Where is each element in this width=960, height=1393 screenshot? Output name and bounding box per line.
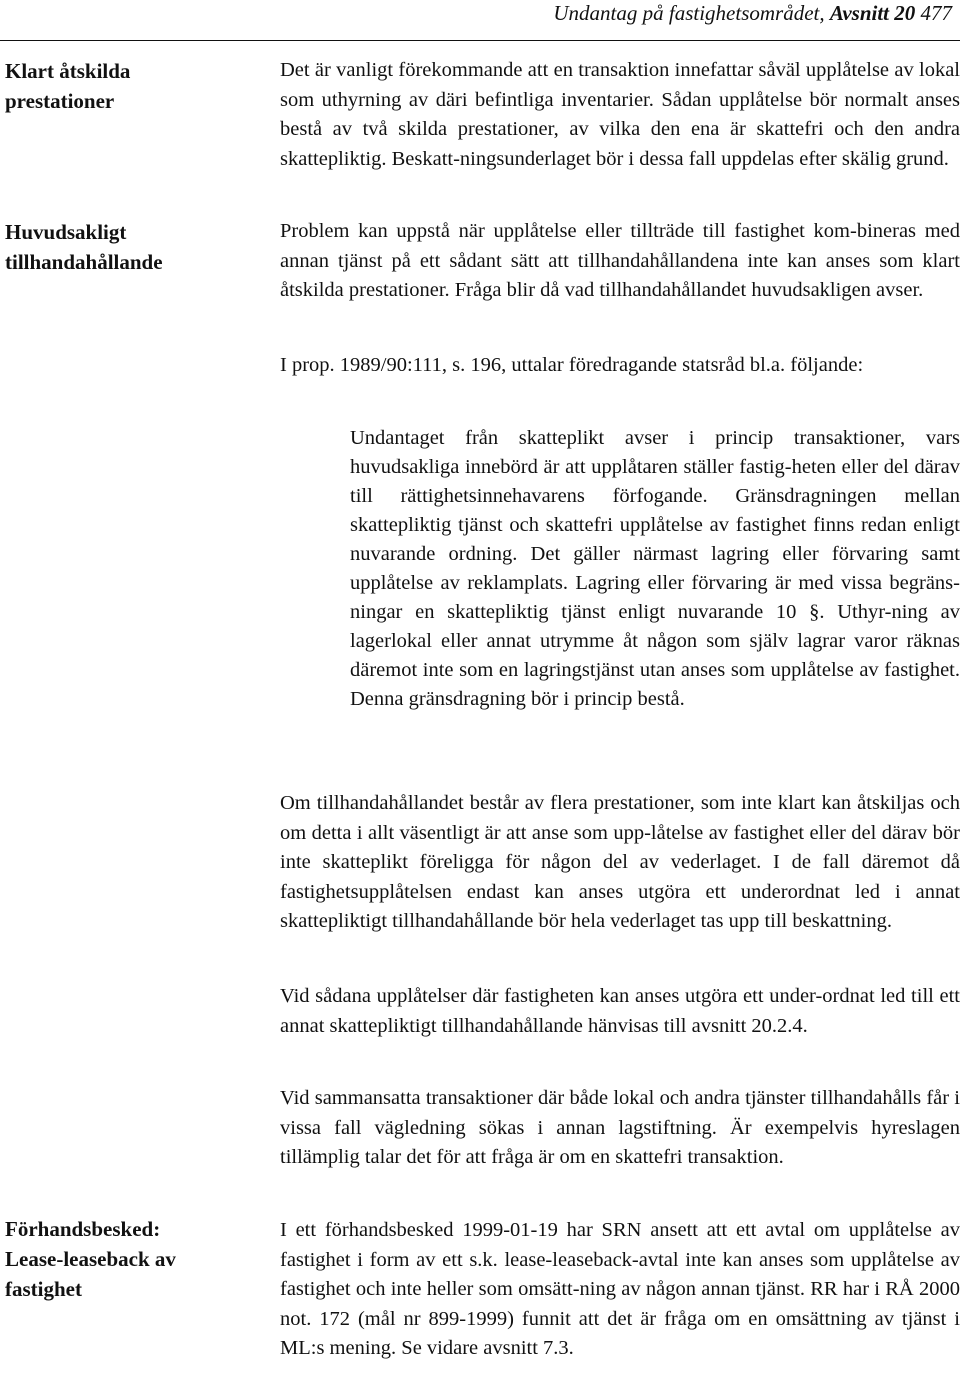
paragraph-6 — [280, 1084, 960, 1173]
sidenote-line: fastighet — [5, 1277, 82, 1301]
paragraph-5 — [280, 982, 960, 1041]
sidenote-klart-atskilda — [5, 56, 245, 116]
body-text: Problem kan uppstå när upplåtelse eller tillträde till fastighet kom-bineras med annan tjänst på ett sådant sätt att tillhandahållandena inte kan anses som klart åtskilda prestationer. Fråga blir då vad tillhandahållandet huvudsakligen avser. — [280, 220, 960, 301]
paragraph-7 — [280, 1216, 960, 1364]
sidenote-forhandsbesked — [5, 1214, 245, 1304]
body-text: I ett förhandsbesked 1999-01-19 har SRN ansett att ett avtal om upplåtelse av fastighet i form av ett s.k. lease-leaseback-avtal inte kan anses som upplåtelse av fastighet och inte heller som omsätt-ning av någon annan tjänst. RR har i RÅ 2000 not. 172 (mål nr 899-1999) funnit att det är fråga om en omsättning av tjänst i ML:s mening. Se vidare avsnitt 7.3. — [280, 1219, 960, 1359]
sidenote-line: Huvudsakligt — [5, 220, 127, 244]
header-rule — [0, 40, 960, 41]
paragraph-1 — [280, 56, 960, 174]
sidenote-line: prestationer — [5, 89, 115, 113]
sidenote-line: Förhandsbesked: — [5, 1217, 161, 1241]
page-number: 477 — [920, 1, 952, 25]
sidenote-line: tillhandahållande — [5, 250, 163, 274]
paragraph-4 — [280, 789, 960, 937]
running-header — [553, 0, 952, 26]
sidenote-huvudsakligt — [5, 217, 245, 277]
sidenote-line: Klart åtskilda — [5, 59, 131, 83]
paragraph-2 — [280, 217, 960, 306]
header-title: Undantag på fastighetsområdet, — [553, 1, 825, 25]
body-text: Vid sammansatta transaktioner där både lokal och andra tjänster tillhandahålls får i vissa fall vägledning sökas i annan lagstiftning. Är exempelvis hyreslagen tillämplig talar det för att fråga är om en skattefri transaktion. — [280, 1087, 960, 1168]
quotation-block — [350, 424, 960, 714]
body-text: Vid sådana upplåtelser där fastigheten kan anses utgöra ett under-ordnat led till ett annat skattepliktigt tillhandahållande hänvisas till avsnitt 20.2.4. — [280, 985, 960, 1037]
body-text: I prop. 1989/90:111, s. 196, uttalar föredragande statsråd bl.a. följande: — [280, 354, 864, 376]
body-text: Det är vanligt förekommande att en transaktion innefattar såväl upplåtelse av lokal som uthyrning av däri befintliga inventarier. Sådan upplåtelse bör normalt anses bestå av två skilda prestationer, av vilka den ena är skattefri och den andra skattepliktig. Beskatt-ningsunderlaget bör i dessa fall uppdelas efter skälig grund. — [280, 59, 960, 170]
paragraph-3 — [280, 351, 960, 381]
body-text: Om tillhandahållandet består av flera prestationer, som inte klart kan åtskiljas och om detta i allt väsentligt är att anse som upp-låtelse av fastighet eller del därav bör inte skatteplikt föreligga för någon del av vederlaget. I de fall däremot då fastighetsupplåtelsen endast kan anses utgöra ett underordnat led i annat skattepliktigt tillhandahållande bör hela vederlaget tas upp till beskattning. — [280, 792, 960, 932]
sidenote-line: Lease-leaseback av — [5, 1247, 176, 1271]
quote-text: Undantaget från skatteplikt avser i princip transaktioner, vars huvudsakliga innebörd är att upplåtaren ställer fastig-heten eller del därav till rättighetsinnehavarens förfogande. Gränsdragningen mellan skattepliktig tjänst och skattefri upplåtelse av fastighet finns redan enligt nuvarande ordning. Det gäller närmast lagring eller förvaring samt upplåtelse av reklamplats. Lagring eller förvaring är med vissa begräns-ningar en skattepliktig tjänst enligt nuvarande 10 §. Uthyr-ning av lagerlokal eller annat utrymme åt någon som själv lagrar varor räknas däremot inte som en lagringstjänst utan anses som upplåtelse av fastighet. Denna gränsdragning bör i princip bestå. — [350, 427, 960, 710]
header-section: Avsnitt 20 — [829, 1, 916, 25]
